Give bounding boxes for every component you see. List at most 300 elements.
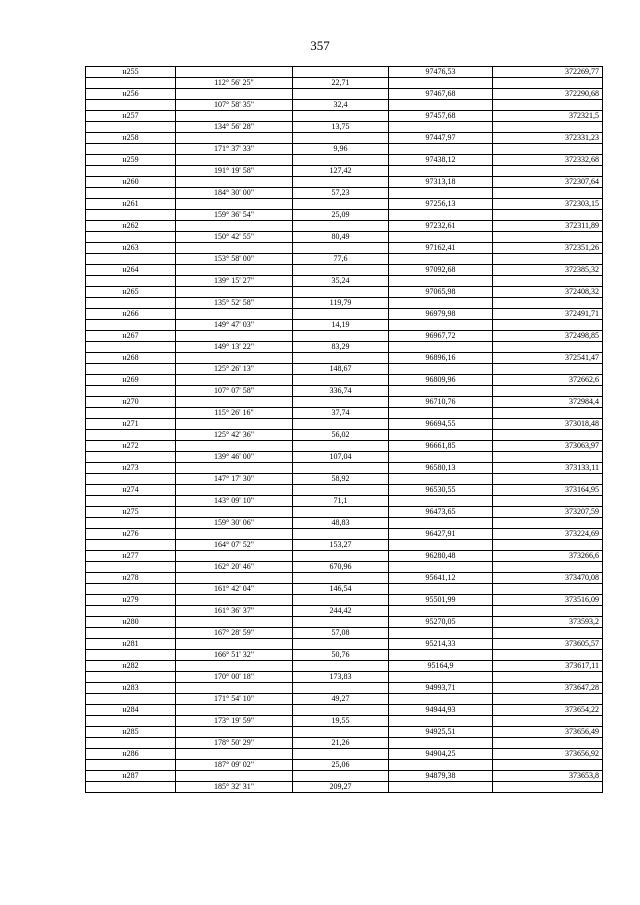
y-spacer-cell bbox=[493, 650, 603, 661]
table-row bbox=[86, 672, 603, 683]
angle-spacer-cell bbox=[176, 595, 293, 606]
table-row bbox=[86, 276, 603, 287]
distance-cell: 173,83 bbox=[293, 672, 389, 683]
y-spacer-cell bbox=[493, 78, 603, 89]
x-coordinate-cell: 95270,05 bbox=[389, 617, 493, 628]
length-spacer-cell bbox=[293, 749, 389, 760]
y-spacer-cell bbox=[493, 408, 603, 419]
y-coordinate-cell: 372541,47 bbox=[493, 353, 603, 364]
table-row bbox=[86, 771, 603, 782]
y-coordinate-cell: 372321,5 bbox=[493, 111, 603, 122]
y-spacer-cell bbox=[493, 320, 603, 331]
table-row bbox=[86, 595, 603, 606]
table-row bbox=[86, 441, 603, 452]
table-row bbox=[86, 606, 603, 617]
x-spacer-cell bbox=[389, 694, 493, 705]
table-row bbox=[86, 243, 603, 254]
x-spacer-cell bbox=[389, 738, 493, 749]
table-row bbox=[86, 518, 603, 529]
distance-cell: 83,29 bbox=[293, 342, 389, 353]
point-spacer-cell bbox=[86, 78, 176, 89]
table-row bbox=[86, 100, 603, 111]
y-coordinate-cell: 373593,2 bbox=[493, 617, 603, 628]
length-spacer-cell bbox=[293, 199, 389, 210]
x-spacer-cell bbox=[389, 100, 493, 111]
distance-cell: 71,1 bbox=[293, 496, 389, 507]
y-spacer-cell bbox=[493, 210, 603, 221]
direction-angle-cell: 143° 09' 10" bbox=[176, 496, 293, 507]
direction-angle-cell: 184° 30' 00" bbox=[176, 188, 293, 199]
distance-cell: 50,76 bbox=[293, 650, 389, 661]
length-spacer-cell bbox=[293, 309, 389, 320]
y-coordinate-cell: 373266,6 bbox=[493, 551, 603, 562]
direction-angle-cell: 107° 07' 58" bbox=[176, 386, 293, 397]
x-coordinate-cell: 96580,13 bbox=[389, 463, 493, 474]
point-cell: н279 bbox=[86, 595, 176, 606]
y-spacer-cell bbox=[493, 694, 603, 705]
point-cell: н263 bbox=[86, 243, 176, 254]
point-cell: н284 bbox=[86, 705, 176, 716]
x-spacer-cell bbox=[389, 386, 493, 397]
point-spacer-cell bbox=[86, 518, 176, 529]
x-spacer-cell bbox=[389, 518, 493, 529]
table-row bbox=[86, 386, 603, 397]
table-row bbox=[86, 617, 603, 628]
direction-angle-cell: 139° 15' 27" bbox=[176, 276, 293, 287]
y-coordinate-cell: 372498,85 bbox=[493, 331, 603, 342]
x-coordinate-cell: 94993,71 bbox=[389, 683, 493, 694]
direction-angle-cell: 107° 58' 35" bbox=[176, 100, 293, 111]
y-coordinate-cell: 372662,6 bbox=[493, 375, 603, 386]
point-spacer-cell bbox=[86, 386, 176, 397]
angle-spacer-cell bbox=[176, 221, 293, 232]
point-cell: н257 bbox=[86, 111, 176, 122]
table-row bbox=[86, 474, 603, 485]
y-coordinate-cell: 372408,32 bbox=[493, 287, 603, 298]
table-row bbox=[86, 221, 603, 232]
angle-spacer-cell bbox=[176, 529, 293, 540]
distance-cell: 336,74 bbox=[293, 386, 389, 397]
x-coordinate-cell: 96979,98 bbox=[389, 309, 493, 320]
distance-cell: 244,42 bbox=[293, 606, 389, 617]
table-row bbox=[86, 683, 603, 694]
table-row bbox=[86, 210, 603, 221]
distance-cell: 153,27 bbox=[293, 540, 389, 551]
angle-spacer-cell bbox=[176, 705, 293, 716]
table-row bbox=[86, 254, 603, 265]
y-spacer-cell bbox=[493, 672, 603, 683]
distance-cell: 127,42 bbox=[293, 166, 389, 177]
x-coordinate-cell: 94925,51 bbox=[389, 727, 493, 738]
x-coordinate-cell: 95641,12 bbox=[389, 573, 493, 584]
x-spacer-cell bbox=[389, 210, 493, 221]
angle-spacer-cell bbox=[176, 265, 293, 276]
distance-cell: 19,55 bbox=[293, 716, 389, 727]
x-spacer-cell bbox=[389, 254, 493, 265]
y-spacer-cell bbox=[493, 100, 603, 111]
point-spacer-cell bbox=[86, 364, 176, 375]
length-spacer-cell bbox=[293, 419, 389, 430]
y-spacer-cell bbox=[493, 276, 603, 287]
direction-angle-cell: 115° 26' 16" bbox=[176, 408, 293, 419]
x-spacer-cell bbox=[389, 342, 493, 353]
length-spacer-cell bbox=[293, 441, 389, 452]
length-spacer-cell bbox=[293, 133, 389, 144]
x-coordinate-cell: 97457,68 bbox=[389, 111, 493, 122]
x-coordinate-cell: 97467,68 bbox=[389, 89, 493, 100]
table-row bbox=[86, 166, 603, 177]
angle-spacer-cell bbox=[176, 441, 293, 452]
length-spacer-cell bbox=[293, 507, 389, 518]
point-cell: н255 bbox=[86, 67, 176, 78]
point-spacer-cell bbox=[86, 716, 176, 727]
table-row bbox=[86, 727, 603, 738]
point-spacer-cell bbox=[86, 496, 176, 507]
y-coordinate-cell: 372351,26 bbox=[493, 243, 603, 254]
x-coordinate-cell: 94879,38 bbox=[389, 771, 493, 782]
y-spacer-cell bbox=[493, 562, 603, 573]
direction-angle-cell: 178° 50' 29" bbox=[176, 738, 293, 749]
y-coordinate-cell: 373654,22 bbox=[493, 705, 603, 716]
length-spacer-cell bbox=[293, 661, 389, 672]
angle-spacer-cell bbox=[176, 199, 293, 210]
length-spacer-cell bbox=[293, 177, 389, 188]
x-spacer-cell bbox=[389, 606, 493, 617]
angle-spacer-cell bbox=[176, 111, 293, 122]
y-spacer-cell bbox=[493, 386, 603, 397]
length-spacer-cell bbox=[293, 551, 389, 562]
point-cell: н278 bbox=[86, 573, 176, 584]
x-coordinate-cell: 94944,93 bbox=[389, 705, 493, 716]
table-row bbox=[86, 749, 603, 760]
y-coordinate-cell: 373018,48 bbox=[493, 419, 603, 430]
table-row bbox=[86, 309, 603, 320]
point-spacer-cell bbox=[86, 298, 176, 309]
y-coordinate-cell: 373617,11 bbox=[493, 661, 603, 672]
table-row bbox=[86, 716, 603, 727]
x-spacer-cell bbox=[389, 364, 493, 375]
point-cell: н280 bbox=[86, 617, 176, 628]
x-spacer-cell bbox=[389, 672, 493, 683]
point-spacer-cell bbox=[86, 408, 176, 419]
direction-angle-cell: 164° 07' 52" bbox=[176, 540, 293, 551]
y-spacer-cell bbox=[493, 628, 603, 639]
table-row bbox=[86, 397, 603, 408]
length-spacer-cell bbox=[293, 771, 389, 782]
point-cell: н264 bbox=[86, 265, 176, 276]
table-row bbox=[86, 430, 603, 441]
direction-angle-cell: 185° 32' 31" bbox=[176, 782, 293, 793]
table-row bbox=[86, 408, 603, 419]
table-row bbox=[86, 188, 603, 199]
angle-spacer-cell bbox=[176, 375, 293, 386]
y-spacer-cell bbox=[493, 364, 603, 375]
y-spacer-cell bbox=[493, 144, 603, 155]
point-cell: н282 bbox=[86, 661, 176, 672]
direction-angle-cell: 173° 19' 59" bbox=[176, 716, 293, 727]
distance-cell: 80,49 bbox=[293, 232, 389, 243]
angle-spacer-cell bbox=[176, 551, 293, 562]
x-coordinate-cell: 96710,76 bbox=[389, 397, 493, 408]
y-spacer-cell bbox=[493, 518, 603, 529]
table-row bbox=[86, 551, 603, 562]
x-spacer-cell bbox=[389, 496, 493, 507]
table-row bbox=[86, 485, 603, 496]
distance-cell: 21,26 bbox=[293, 738, 389, 749]
table-row bbox=[86, 89, 603, 100]
angle-spacer-cell bbox=[176, 287, 293, 298]
point-cell: н266 bbox=[86, 309, 176, 320]
distance-cell: 670,96 bbox=[293, 562, 389, 573]
table-row bbox=[86, 650, 603, 661]
point-spacer-cell bbox=[86, 474, 176, 485]
point-spacer-cell bbox=[86, 606, 176, 617]
x-coordinate-cell: 95501,99 bbox=[389, 595, 493, 606]
table-row bbox=[86, 694, 603, 705]
point-spacer-cell bbox=[86, 276, 176, 287]
x-coordinate-cell: 94904,25 bbox=[389, 749, 493, 760]
x-spacer-cell bbox=[389, 320, 493, 331]
direction-angle-cell: 161° 42' 04" bbox=[176, 584, 293, 595]
angle-spacer-cell bbox=[176, 133, 293, 144]
x-spacer-cell bbox=[389, 430, 493, 441]
point-cell: н277 bbox=[86, 551, 176, 562]
y-spacer-cell bbox=[493, 430, 603, 441]
x-spacer-cell bbox=[389, 166, 493, 177]
table-row bbox=[86, 199, 603, 210]
y-spacer-cell bbox=[493, 298, 603, 309]
x-coordinate-cell: 97162,41 bbox=[389, 243, 493, 254]
point-spacer-cell bbox=[86, 584, 176, 595]
angle-spacer-cell bbox=[176, 463, 293, 474]
distance-cell: 9,96 bbox=[293, 144, 389, 155]
point-cell: н271 bbox=[86, 419, 176, 430]
point-spacer-cell bbox=[86, 672, 176, 683]
y-coordinate-cell: 372307,64 bbox=[493, 177, 603, 188]
distance-cell: 32,4 bbox=[293, 100, 389, 111]
coordinates-table-body bbox=[86, 67, 603, 793]
table-row bbox=[86, 463, 603, 474]
x-coordinate-cell: 97313,18 bbox=[389, 177, 493, 188]
point-spacer-cell bbox=[86, 782, 176, 793]
table-row bbox=[86, 628, 603, 639]
table-row bbox=[86, 573, 603, 584]
point-spacer-cell bbox=[86, 540, 176, 551]
x-spacer-cell bbox=[389, 408, 493, 419]
angle-spacer-cell bbox=[176, 243, 293, 254]
table-row bbox=[86, 353, 603, 364]
distance-cell: 14,19 bbox=[293, 320, 389, 331]
point-spacer-cell bbox=[86, 342, 176, 353]
x-coordinate-cell: 97447,97 bbox=[389, 133, 493, 144]
direction-angle-cell: 125° 42' 36" bbox=[176, 430, 293, 441]
length-spacer-cell bbox=[293, 243, 389, 254]
distance-cell: 37,74 bbox=[293, 408, 389, 419]
table-row bbox=[86, 155, 603, 166]
length-spacer-cell bbox=[293, 221, 389, 232]
distance-cell: 119,79 bbox=[293, 298, 389, 309]
point-spacer-cell bbox=[86, 694, 176, 705]
direction-angle-cell: 161° 36' 37" bbox=[176, 606, 293, 617]
x-spacer-cell bbox=[389, 562, 493, 573]
y-spacer-cell bbox=[493, 254, 603, 265]
point-spacer-cell bbox=[86, 188, 176, 199]
y-spacer-cell bbox=[493, 540, 603, 551]
point-cell: н258 bbox=[86, 133, 176, 144]
point-spacer-cell bbox=[86, 452, 176, 463]
distance-cell: 58,92 bbox=[293, 474, 389, 485]
x-spacer-cell bbox=[389, 188, 493, 199]
x-coordinate-cell: 96530,55 bbox=[389, 485, 493, 496]
x-spacer-cell bbox=[389, 122, 493, 133]
x-spacer-cell bbox=[389, 232, 493, 243]
y-coordinate-cell: 373207,59 bbox=[493, 507, 603, 518]
y-coordinate-cell: 373647,28 bbox=[493, 683, 603, 694]
angle-spacer-cell bbox=[176, 771, 293, 782]
distance-cell: 209,27 bbox=[293, 782, 389, 793]
point-spacer-cell bbox=[86, 628, 176, 639]
table-row bbox=[86, 419, 603, 430]
y-coordinate-cell: 372491,71 bbox=[493, 309, 603, 320]
point-spacer-cell bbox=[86, 232, 176, 243]
coordinates-table bbox=[85, 66, 603, 793]
direction-angle-cell: 149° 47' 03" bbox=[176, 320, 293, 331]
table-row bbox=[86, 177, 603, 188]
point-cell: н268 bbox=[86, 353, 176, 364]
y-spacer-cell bbox=[493, 474, 603, 485]
length-spacer-cell bbox=[293, 485, 389, 496]
distance-cell: 148,67 bbox=[293, 364, 389, 375]
y-coordinate-cell: 372311,89 bbox=[493, 221, 603, 232]
y-coordinate-cell: 372385,32 bbox=[493, 265, 603, 276]
point-cell: н260 bbox=[86, 177, 176, 188]
angle-spacer-cell bbox=[176, 485, 293, 496]
direction-angle-cell: 134° 56' 28" bbox=[176, 122, 293, 133]
angle-spacer-cell bbox=[176, 67, 293, 78]
angle-spacer-cell bbox=[176, 507, 293, 518]
x-spacer-cell bbox=[389, 782, 493, 793]
table-row bbox=[86, 78, 603, 89]
y-spacer-cell bbox=[493, 122, 603, 133]
point-cell: н274 bbox=[86, 485, 176, 496]
direction-angle-cell: 187° 09' 02" bbox=[176, 760, 293, 771]
y-spacer-cell bbox=[493, 188, 603, 199]
distance-cell: 57,08 bbox=[293, 628, 389, 639]
table-row bbox=[86, 562, 603, 573]
x-spacer-cell bbox=[389, 650, 493, 661]
y-coordinate-cell: 373653,8 bbox=[493, 771, 603, 782]
y-coordinate-cell: 372303,15 bbox=[493, 199, 603, 210]
direction-angle-cell: 171° 54' 10" bbox=[176, 694, 293, 705]
x-spacer-cell bbox=[389, 540, 493, 551]
length-spacer-cell bbox=[293, 89, 389, 100]
point-cell: н262 bbox=[86, 221, 176, 232]
angle-spacer-cell bbox=[176, 419, 293, 430]
y-coordinate-cell: 373605,57 bbox=[493, 639, 603, 650]
x-spacer-cell bbox=[389, 276, 493, 287]
table-row bbox=[86, 364, 603, 375]
length-spacer-cell bbox=[293, 331, 389, 342]
distance-cell: 35,24 bbox=[293, 276, 389, 287]
table-row bbox=[86, 320, 603, 331]
x-coordinate-cell: 96694,55 bbox=[389, 419, 493, 430]
distance-cell: 56,02 bbox=[293, 430, 389, 441]
distance-cell: 107,04 bbox=[293, 452, 389, 463]
y-coordinate-cell: 373224,69 bbox=[493, 529, 603, 540]
length-spacer-cell bbox=[293, 67, 389, 78]
x-coordinate-cell: 96280,48 bbox=[389, 551, 493, 562]
table-row bbox=[86, 111, 603, 122]
x-spacer-cell bbox=[389, 474, 493, 485]
direction-angle-cell: 149° 13' 22" bbox=[176, 342, 293, 353]
point-spacer-cell bbox=[86, 760, 176, 771]
y-spacer-cell bbox=[493, 452, 603, 463]
table-row bbox=[86, 452, 603, 463]
table-row bbox=[86, 331, 603, 342]
y-coordinate-cell: 373656,49 bbox=[493, 727, 603, 738]
y-coordinate-cell: 373164,95 bbox=[493, 485, 603, 496]
point-cell: н259 bbox=[86, 155, 176, 166]
y-spacer-cell bbox=[493, 166, 603, 177]
length-spacer-cell bbox=[293, 463, 389, 474]
angle-spacer-cell bbox=[176, 727, 293, 738]
table-row bbox=[86, 122, 603, 133]
distance-cell: 25,06 bbox=[293, 760, 389, 771]
table-row bbox=[86, 144, 603, 155]
x-coordinate-cell: 96896,16 bbox=[389, 353, 493, 364]
y-coordinate-cell: 373470,08 bbox=[493, 573, 603, 584]
x-spacer-cell bbox=[389, 760, 493, 771]
direction-angle-cell: 112° 56' 25" bbox=[176, 78, 293, 89]
table-row bbox=[86, 298, 603, 309]
table-row bbox=[86, 760, 603, 771]
distance-cell: 77,6 bbox=[293, 254, 389, 265]
point-cell: н269 bbox=[86, 375, 176, 386]
distance-cell: 13,75 bbox=[293, 122, 389, 133]
table-row bbox=[86, 342, 603, 353]
angle-spacer-cell bbox=[176, 639, 293, 650]
x-coordinate-cell: 96809,96 bbox=[389, 375, 493, 386]
point-spacer-cell bbox=[86, 122, 176, 133]
y-coordinate-cell: 372269,77 bbox=[493, 67, 603, 78]
x-coordinate-cell: 96427,91 bbox=[389, 529, 493, 540]
y-coordinate-cell: 373516,09 bbox=[493, 595, 603, 606]
table-row bbox=[86, 738, 603, 749]
y-spacer-cell bbox=[493, 606, 603, 617]
point-spacer-cell bbox=[86, 100, 176, 111]
length-spacer-cell bbox=[293, 617, 389, 628]
angle-spacer-cell bbox=[176, 749, 293, 760]
y-spacer-cell bbox=[493, 760, 603, 771]
table-row bbox=[86, 584, 603, 595]
length-spacer-cell bbox=[293, 683, 389, 694]
y-coordinate-cell: 372290,68 bbox=[493, 89, 603, 100]
direction-angle-cell: 166° 51' 32" bbox=[176, 650, 293, 661]
point-cell: н270 bbox=[86, 397, 176, 408]
x-coordinate-cell: 97476,53 bbox=[389, 67, 493, 78]
x-coordinate-cell: 97065,98 bbox=[389, 287, 493, 298]
length-spacer-cell bbox=[293, 727, 389, 738]
table-row bbox=[86, 496, 603, 507]
point-cell: н273 bbox=[86, 463, 176, 474]
direction-angle-cell: 162° 20' 46" bbox=[176, 562, 293, 573]
direction-angle-cell: 135° 52' 58" bbox=[176, 298, 293, 309]
page-number: 357 bbox=[310, 38, 330, 53]
length-spacer-cell bbox=[293, 595, 389, 606]
angle-spacer-cell bbox=[176, 397, 293, 408]
angle-spacer-cell bbox=[176, 661, 293, 672]
y-spacer-cell bbox=[493, 342, 603, 353]
